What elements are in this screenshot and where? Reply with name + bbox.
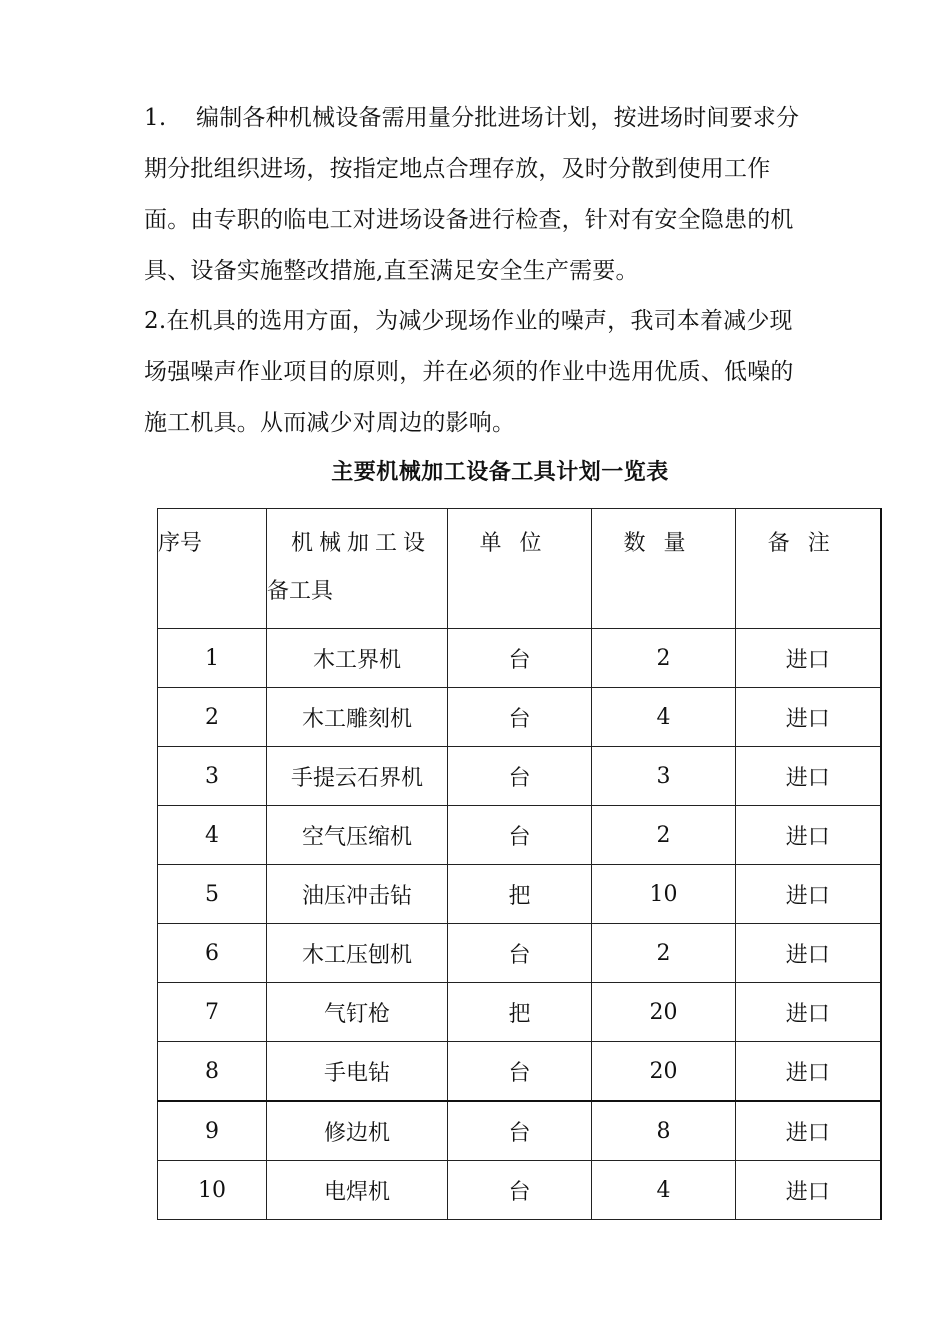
paragraph-1 (144, 93, 810, 297)
cell-note: 进口 (736, 1161, 881, 1220)
table-row (158, 983, 881, 1042)
cell-unit: 台 (448, 1161, 592, 1220)
cell-note: 进口 (736, 1042, 881, 1102)
cell-note: 进口 (736, 924, 881, 983)
table-row (158, 629, 881, 688)
cell-name: 木工雕刻机 (267, 688, 448, 747)
cell-seq: 5 (158, 865, 267, 924)
cell-name: 电焊机 (267, 1161, 448, 1220)
cell-qty: 20 (592, 1042, 736, 1102)
cell-seq: 6 (158, 924, 267, 983)
header-seq: 序号 (158, 509, 267, 629)
table-row (158, 1101, 881, 1161)
cell-seq: 8 (158, 1042, 267, 1102)
cell-note: 进口 (736, 865, 881, 924)
cell-unit: 把 (448, 983, 592, 1042)
table-row (158, 1042, 881, 1102)
cell-qty: 2 (592, 629, 736, 688)
cell-note: 进口 (736, 629, 881, 688)
cell-note: 进口 (736, 747, 881, 806)
cell-seq: 10 (158, 1161, 267, 1220)
table-row (158, 1161, 881, 1220)
header-name-line2: 备工具 (267, 579, 334, 604)
cell-note: 进口 (736, 983, 881, 1042)
cell-note: 进口 (736, 806, 881, 865)
cell-name: 气钉枪 (267, 983, 448, 1042)
table-row (158, 747, 881, 806)
equipment-table (157, 508, 882, 1220)
cell-note: 进口 (736, 688, 881, 747)
cell-qty: 20 (592, 983, 736, 1042)
cell-qty: 4 (592, 688, 736, 747)
cell-unit: 把 (448, 865, 592, 924)
cell-unit: 台 (448, 747, 592, 806)
cell-qty: 2 (592, 924, 736, 983)
cell-qty: 10 (592, 865, 736, 924)
header-name (267, 509, 448, 629)
cell-seq: 4 (158, 806, 267, 865)
cell-unit: 台 (448, 688, 592, 747)
table-title: 主要机械加工设备工具计划一览表 (331, 459, 669, 485)
table-row (158, 688, 881, 747)
cell-unit: 台 (448, 1042, 592, 1102)
paragraph-1-text: 编制各种机械设备需用量分批进场计划，按进场时间要求分期分批组织进场，按指定地点合理存放，及时分散到使用工作面。由专职的临电工对进场设备进行检查，针对有安全隐患的机具、设备实施整改措施,直至满足安全生产需要。 (144, 105, 800, 284)
cell-name: 手电钻 (267, 1042, 448, 1102)
cell-unit: 台 (448, 924, 592, 983)
cell-unit: 台 (448, 1101, 592, 1161)
cell-name: 木工压刨机 (267, 924, 448, 983)
cell-seq: 2 (158, 688, 267, 747)
cell-seq: 9 (158, 1101, 267, 1161)
table-row (158, 806, 881, 865)
header-name-line1: 机械加工设 (291, 531, 432, 556)
cell-unit: 台 (448, 806, 592, 865)
cell-name: 修边机 (267, 1101, 448, 1161)
cell-seq: 1 (158, 629, 267, 688)
cell-name: 手提云石界机 (267, 747, 448, 806)
table-header-row (158, 509, 881, 629)
table-row (158, 924, 881, 983)
table-row (158, 865, 881, 924)
cell-note: 进口 (736, 1101, 881, 1161)
cell-name: 空气压缩机 (267, 806, 448, 865)
header-unit: 单位 (448, 509, 592, 629)
cell-qty: 4 (592, 1161, 736, 1220)
cell-name: 油压冲击钻 (267, 865, 448, 924)
paragraph-2: 2.在机具的选用方面，为减少现场作业的噪声，我司本着减少现场强噪声作业项目的原则，并在必须的作业中选用优质、低噪的施工机具。从而减少对周边的影响。 (144, 308, 794, 436)
cell-qty: 8 (592, 1101, 736, 1161)
cell-seq: 3 (158, 747, 267, 806)
cell-qty: 3 (592, 747, 736, 806)
paragraph-1-number: 1. (144, 105, 167, 131)
cell-unit: 台 (448, 629, 592, 688)
header-note: 备注 (736, 509, 881, 629)
header-qty: 数量 (592, 509, 736, 629)
cell-seq: 7 (158, 983, 267, 1042)
cell-name: 木工界机 (267, 629, 448, 688)
cell-qty: 2 (592, 806, 736, 865)
